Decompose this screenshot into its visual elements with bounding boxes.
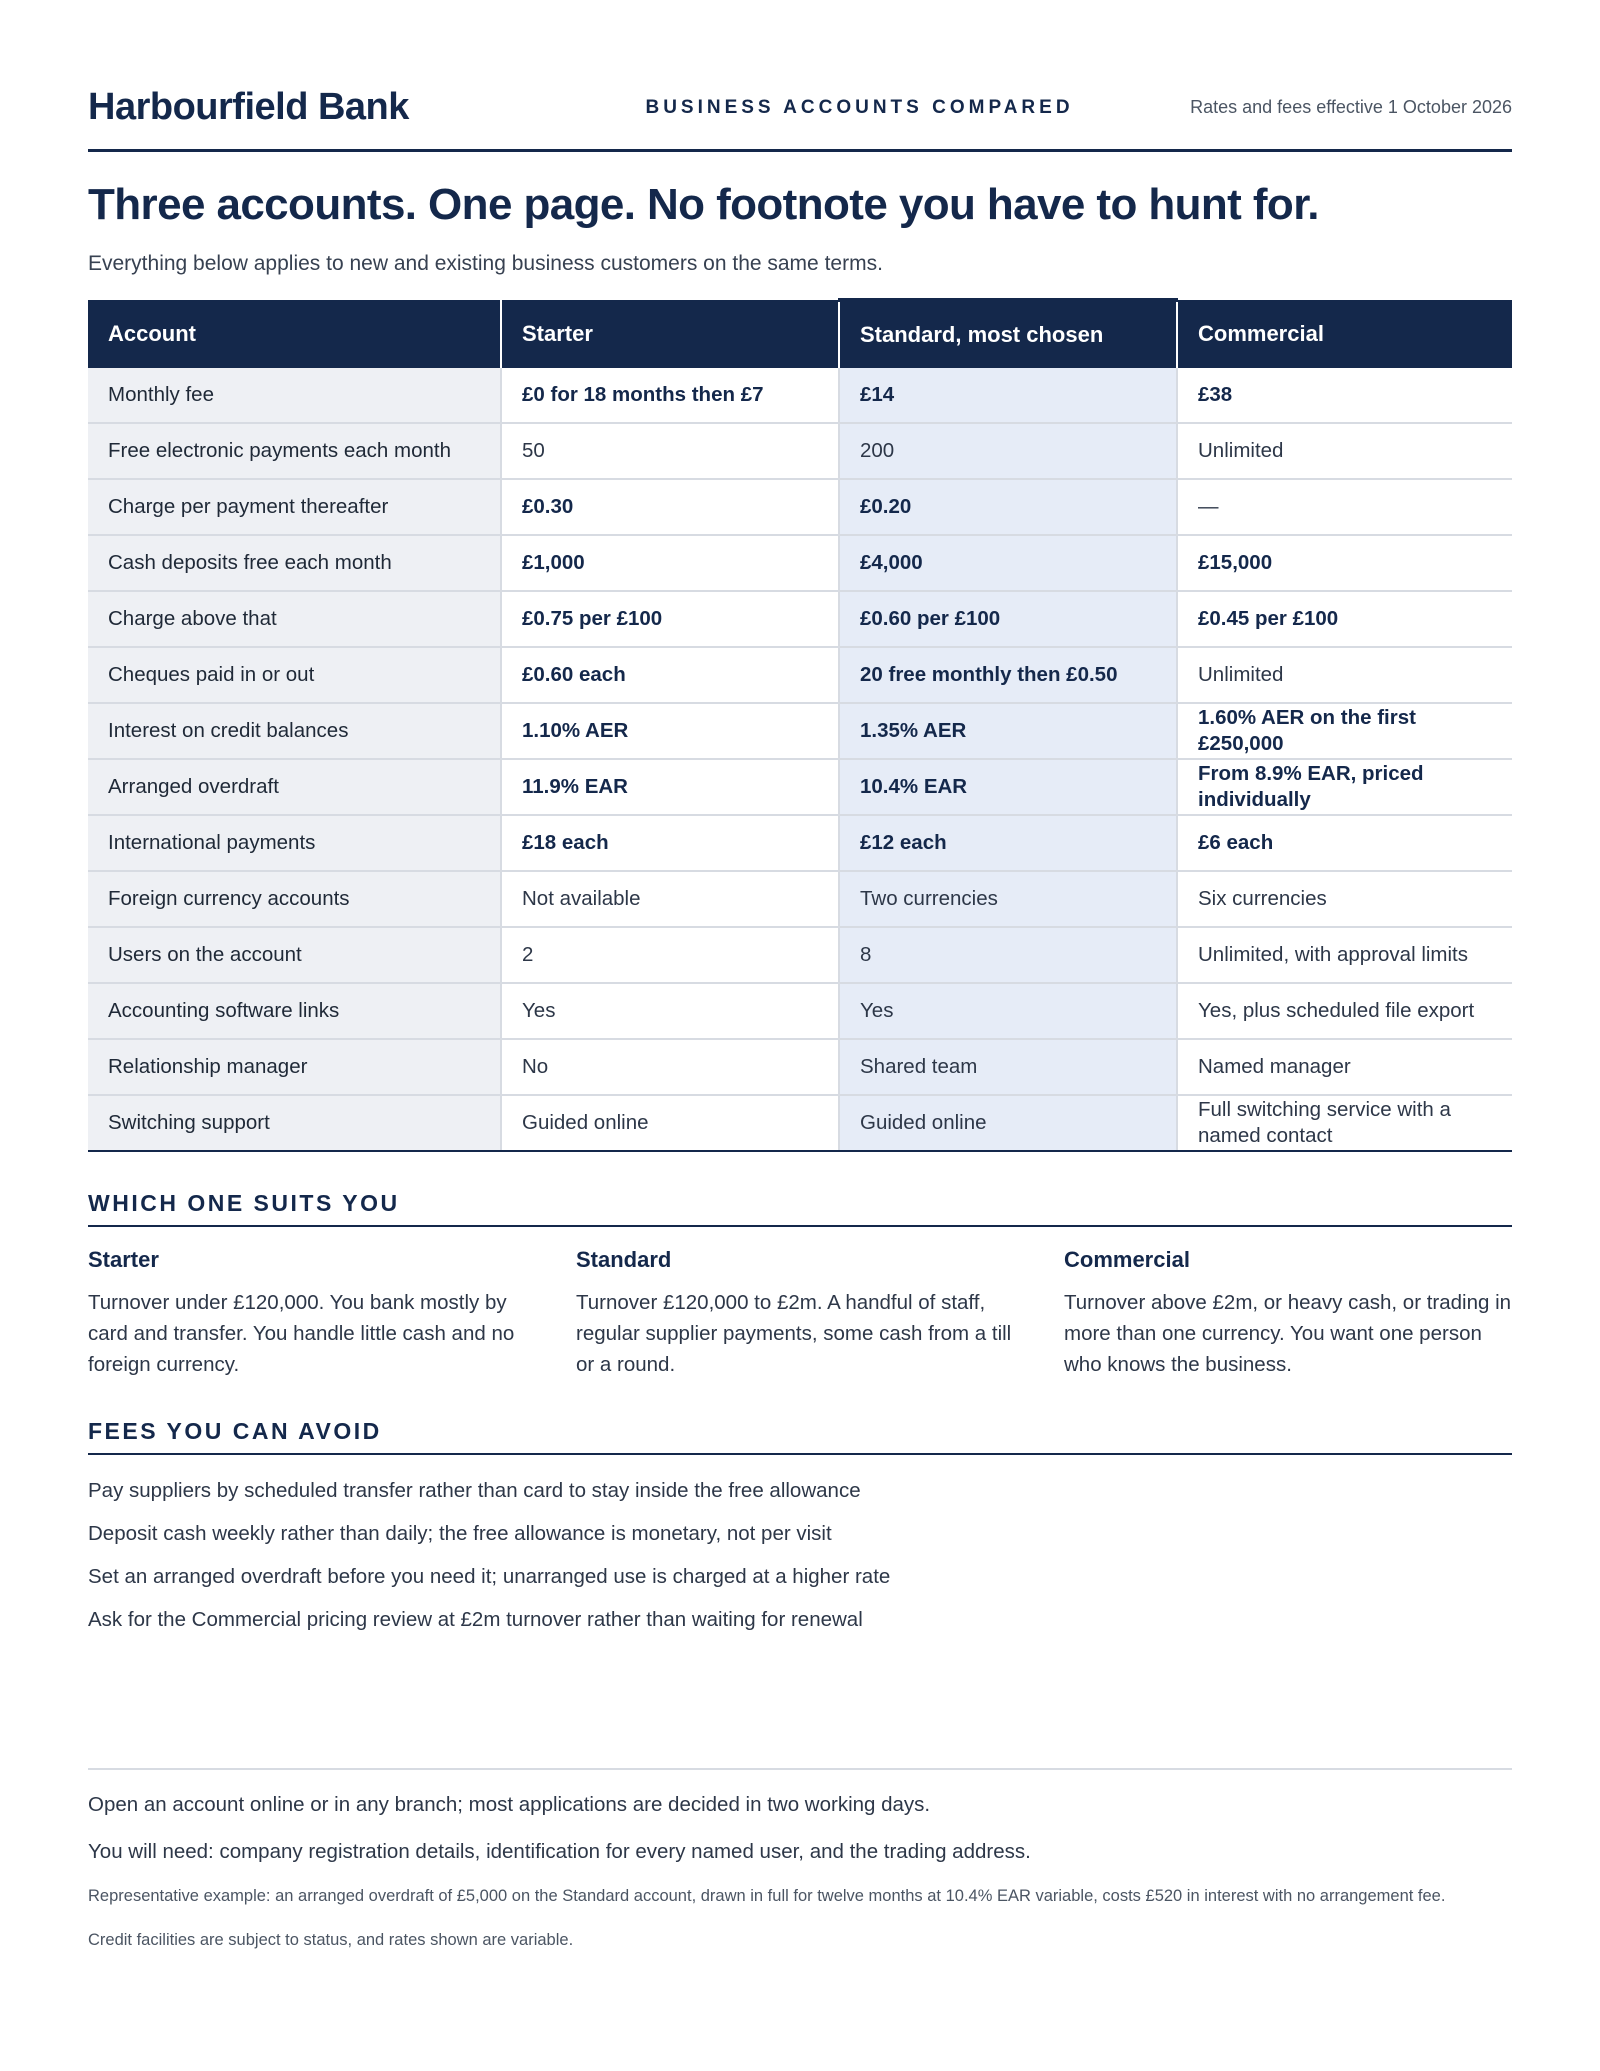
table-row <box>88 591 1512 647</box>
table-row <box>88 927 1512 983</box>
row-label: Foreign currency accounts <box>88 871 501 927</box>
table-row <box>88 871 1512 927</box>
table-row <box>88 1039 1512 1095</box>
suit-description: Turnover £120,000 to £2m. A handful of staff, regular supplier payments, some cash from a till or a round. <box>576 1291 1012 1376</box>
requirements-note: You will need: company registration details, identification for every named user, and the trading address. <box>88 1840 1031 1863</box>
suit-starter <box>88 1247 536 1380</box>
table-header-row <box>88 300 1512 368</box>
representative-example: Representative example: an arranged overdraft of £5,000 on the Standard account, drawn in full for twelve months at 10.4% EAR variable, costs £520 in interest with no arrangement fee. <box>88 1887 1446 1905</box>
cell-starter: Yes <box>501 983 839 1039</box>
cell-starter: £1,000 <box>501 535 839 591</box>
cell-standard: Shared team <box>839 1039 1177 1095</box>
open-account-note: Open an account online or in any branch; most applications are decided in two working days. <box>88 1793 931 1816</box>
fee-tip: Pay suppliers by scheduled transfer rather than card to stay inside the free allowance <box>88 1479 861 1502</box>
cell-starter: No <box>501 1039 839 1095</box>
fees-list <box>88 1475 1512 1647</box>
cell-commercial: Six currencies <box>1177 871 1512 927</box>
row-label: Arranged overdraft <box>88 759 501 815</box>
cell-starter: £0 for 18 months then £7 <box>501 368 839 423</box>
row-label: Free electronic payments each month <box>88 423 501 479</box>
column-header-account: Account <box>88 300 501 368</box>
suit-name: Starter <box>88 1247 159 1272</box>
cell-commercial: Full switching service with a named contact <box>1177 1095 1512 1151</box>
cell-commercial: — <box>1177 479 1512 535</box>
comparison-table-wrap <box>88 298 1512 1152</box>
cell-standard: Guided online <box>839 1095 1177 1151</box>
fee-tip: Deposit cash weekly rather than daily; the free allowance is monetary, not per visit <box>88 1522 832 1545</box>
document-kicker: BUSINESS ACCOUNTS COMPARED <box>645 96 1074 118</box>
cell-standard: 200 <box>839 423 1177 479</box>
table-row <box>88 759 1512 815</box>
row-label: Cash deposits free each month <box>88 535 501 591</box>
fees-section-title: FEES YOU CAN AVOID <box>88 1418 1512 1455</box>
cell-commercial: Named manager <box>1177 1039 1512 1095</box>
column-header-standard: Standard, most chosen <box>839 300 1177 368</box>
row-label: International payments <box>88 815 501 871</box>
page-footer <box>88 1768 1512 1972</box>
table-row <box>88 1095 1512 1151</box>
suit-description: Turnover above £2m, or heavy cash, or trading in more than one currency. You want one person who knows the business. <box>1064 1291 1512 1376</box>
table-row <box>88 647 1512 703</box>
table-row <box>88 815 1512 871</box>
credit-disclaimer: Credit facilities are subject to status, and rates shown are variable. <box>88 1931 574 1949</box>
bank-logo-wordmark: Harbourfield Bank <box>88 86 409 128</box>
cell-starter: £0.30 <box>501 479 839 535</box>
effective-date: Rates and fees effective 1 October 2026 <box>1190 97 1512 117</box>
cell-commercial: Unlimited, with approval limits <box>1177 927 1512 983</box>
row-label: Cheques paid in or out <box>88 647 501 703</box>
row-label: Users on the account <box>88 927 501 983</box>
row-label: Interest on credit balances <box>88 703 501 759</box>
suit-description: Turnover under £120,000. You bank mostly by card and transfer. You handle little cash and no foreign currency. <box>88 1291 515 1376</box>
cell-commercial: Yes, plus scheduled file export <box>1177 983 1512 1039</box>
table-row <box>88 423 1512 479</box>
cell-starter: 1.10% AER <box>501 703 839 759</box>
suit-name: Standard <box>576 1247 672 1272</box>
cell-starter: 2 <box>501 927 839 983</box>
table-row <box>88 703 1512 759</box>
cell-standard: 20 free monthly then £0.50 <box>839 647 1177 703</box>
cell-starter: £0.75 per £100 <box>501 591 839 647</box>
table-row <box>88 479 1512 535</box>
cell-commercial: Unlimited <box>1177 647 1512 703</box>
cell-commercial: £6 each <box>1177 815 1512 871</box>
cell-standard: 8 <box>839 927 1177 983</box>
cell-starter: Not available <box>501 871 839 927</box>
cell-commercial: £15,000 <box>1177 535 1512 591</box>
cell-standard: £4,000 <box>839 535 1177 591</box>
row-label: Accounting software links <box>88 983 501 1039</box>
suit-name: Commercial <box>1064 1247 1190 1272</box>
row-label: Charge above that <box>88 591 501 647</box>
cell-commercial: From 8.9% EAR, priced individually <box>1177 759 1512 815</box>
column-header-starter: Starter <box>501 300 839 368</box>
cell-standard: 10.4% EAR <box>839 759 1177 815</box>
cell-standard: £0.60 per £100 <box>839 591 1177 647</box>
cell-starter: £0.60 each <box>501 647 839 703</box>
intro-text: Everything below applies to new and existing business customers on the same terms. <box>88 252 883 275</box>
cell-standard: £14 <box>839 368 1177 423</box>
suit-commercial <box>1064 1247 1512 1380</box>
cell-starter: 50 <box>501 423 839 479</box>
row-label: Relationship manager <box>88 1039 501 1095</box>
cell-standard: £12 each <box>839 815 1177 871</box>
table-row <box>88 535 1512 591</box>
column-header-commercial: Commercial <box>1177 300 1512 368</box>
cell-commercial: £0.45 per £100 <box>1177 591 1512 647</box>
row-label: Charge per payment thereafter <box>88 479 501 535</box>
suits-section-title: WHICH ONE SUITS YOU <box>88 1190 1512 1227</box>
cell-standard: Two currencies <box>839 871 1177 927</box>
row-label: Monthly fee <box>88 368 501 423</box>
comparison-table <box>88 298 1512 1152</box>
suit-standard <box>576 1247 1024 1380</box>
cell-standard: £0.20 <box>839 479 1177 535</box>
cell-commercial: £38 <box>1177 368 1512 423</box>
suits-columns <box>88 1247 1512 1380</box>
table-row <box>88 983 1512 1039</box>
cell-commercial: Unlimited <box>1177 423 1512 479</box>
fee-tip: Set an arranged overdraft before you need it; unarranged use is charged at a higher rate <box>88 1565 891 1588</box>
table-row <box>88 368 1512 423</box>
fee-tip: Ask for the Commercial pricing review at £2m turnover rather than waiting for renewal <box>88 1608 863 1631</box>
cell-standard: 1.35% AER <box>839 703 1177 759</box>
cell-starter: Guided online <box>501 1095 839 1151</box>
cell-starter: 11.9% EAR <box>501 759 839 815</box>
cell-standard: Yes <box>839 983 1177 1039</box>
cell-commercial: 1.60% AER on the first £250,000 <box>1177 703 1512 759</box>
row-label: Switching support <box>88 1095 501 1151</box>
cell-starter: £18 each <box>501 815 839 871</box>
page-header <box>88 0 1512 152</box>
page-title: Three accounts. One page. No footnote you have to hunt for. <box>88 180 1319 229</box>
